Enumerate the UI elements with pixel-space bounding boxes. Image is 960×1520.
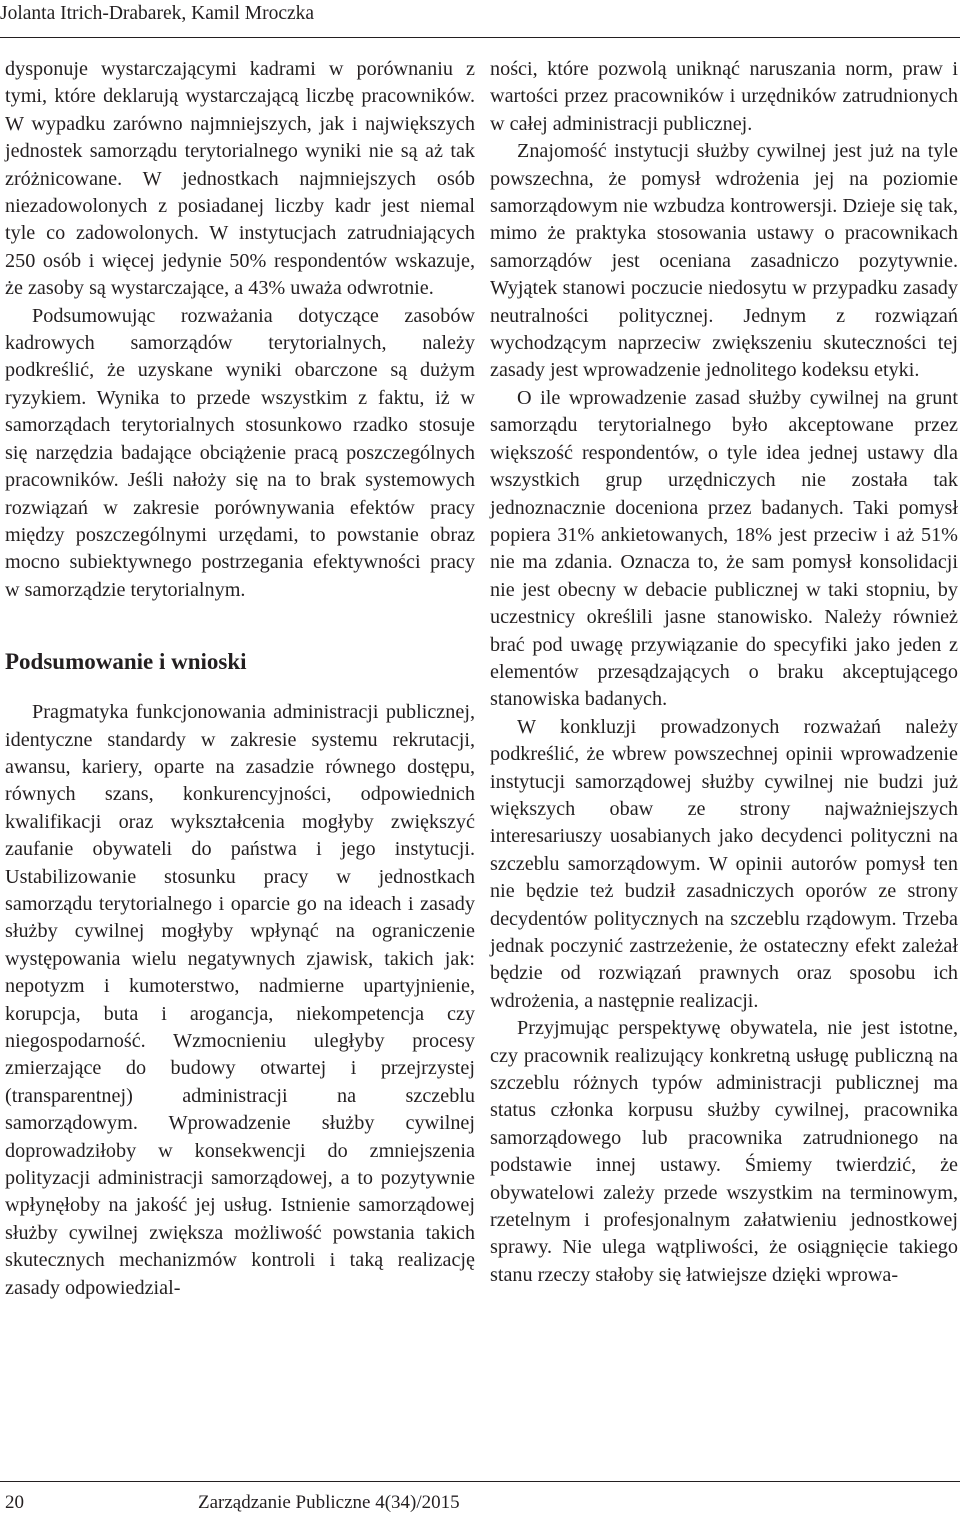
journal-name: Zarządzanie Publiczne 4(34)/2015: [198, 1492, 460, 1513]
body-paragraph: Podsumowując rozważania dotyczące zasobów kadrowych samorządów terytorialnych, należy podkreślić, że uzyskane wyniki obarczone są dużym ryzykiem. Wynika to przede wszystkim z faktu, iż w samorządach terytorialnych stosunkowo rzadko stosuje się narzędzia badające obciążenie pracą poszczególnych pracowników. Jeśli nałoży się na to brak systemowych rozwiązań w zakresie porównywania efektów pracy między poszczególnymi urzędami, to powstanie obraz mocno subiektywnego postrzegania efektywności pracy w samorządzie terytorialnym.: [5, 304, 475, 601]
body-paragraph: ności, które pozwolą uniknąć naruszania norm, praw i wartości przez pracowników i urzędników zatrudnionych w całej administracji publicznej.: [490, 58, 958, 135]
body-paragraph: W konkluzji prowadzonych rozważań należy podkreślić, że wbrew powszechnej opinii wprowadzenie instytucji samorządowej służby cywilnej nie budzi już większych obaw ze strony najważniejszych interesariuszy uosabianych jako decydenci polityczni na szczeblu samorządowym. W opinii autorów pomysł ten nie będzie też budził zasadniczych oporów ze strony decydentów politycznych na szczeblu rządowym. Trzeba jednak poczynić zastrzeżenie, że ostateczny efekt zależał będzie od rozwiązań prawnych oraz sposobu ich wdrożenia, a następnie realizacji.: [490, 715, 958, 1012]
body-paragraph: dysponuje wystarczającymi kadrami w porównaniu z tymi, które deklarują wystarczającą liczbę pracowników. W wypadku zarówno najmniejszych, jak i największych jednostek samorządu terytorialnego wyniki nie są aż tak zróżnicowane. W jednostkach najmniejszych osób niezadowolonych z posiadanej liczby kadr jest niemal tyle co zadowolonych. W instytucjach zatrudniających 250 osób i więcej jedynie 50% respondentów wskazuje, że zasoby są wystarczające, a 43% uważa odwrotnie.: [5, 58, 475, 300]
right-column: [490, 56, 958, 1289]
page-number: 20: [5, 1492, 24, 1513]
section-heading: Podsumowanie i wnioski: [5, 649, 247, 675]
header-rule: [0, 37, 960, 38]
left-column: [5, 56, 475, 1302]
running-head-authors: Jolanta Itrich-Drabarek, Kamil Mroczka: [0, 3, 315, 24]
body-paragraph: O ile wprowadzenie zasad służby cywilnej na grunt samorządu terytorialnego było akceptowane przez większość respondentów, o tyle idea jednej ustawy dla wszystkich grup urzędniczych nie została tak jednoznacznie doceniona przez badanych. Taki pomysł popiera 31% ankietowanych, 18% jest przeciw i aż 51% nie ma zdania. Oznacza to, że sam pomysł konsolidacji nie jest obecny w debacie publicznej w taki stopniu, by uczestnicy określili jasne stanowisko. Należy również brać pod uwagę przywiązanie do specyfiki jako jeden z elementów przesądzających o braku akceptującego stanowiska badanych.: [490, 386, 958, 711]
body-paragraph: Pragmatyka funkcjonowania administracji publicznej, identyczne standardy w zakresie systemu rekrutacji, awansu, kariery, oparte na zasadzie równego dostępu, równych szans, konkurencyjności, odpowiednich kwalifikacji oraz wykształcenia mogłyby zwiększyć zaufanie obywateli do państwa i jego instytucji. Ustabilizowanie stosunku pracy w jednostkach samorządu terytorialnego i oparcie go na ideach i zasady służby cywilnej mogłyby wpłynąć na ograniczenie występowania wielu negatywnych zjawisk, takich jak: nepotyzm i kumoterstwo, nadmierne upartyjnienie, korupcja, buta i arogancja, niekompetencja czy niegospodarność. Wzmocnieniu uległyby procesy zmierzające do budowy otwartej i przejrzystej (transparentnej) administracji na szczeblu samorządowym. Wprowadzenie służby cywilnej doprowadziłoby w konsekwencji do zmniejszenia polityzacji administracji samorządowej, a to pozytywnie wpłynęłoby na jakość jej usług. Istnienie samorządowej służby cywilnej zwiększa możliwość powstania takich skutecznych mechanizmów kontroli i taką realizację zasady odpowiedzial-: [5, 701, 475, 1299]
body-paragraph: Przyjmując perspektywę obywatela, nie jest istotne, czy pracownik realizujący konkretną usługę publiczną na szczeblu różnych typów administracji publicznej ma status członka korpusu służby cywilnej, pracownika samorządowego lub pracownika zatrudnionego na podstawie innej ustawy. Śmiemy twierdzić, że obywatelowi zależy przede wszystkim na terminowym, rzetelnym i profesjonalnym załatwieniu jednostkowej sprawy. Nie ulega wątpliwości, że osiągnięcie takiego stanu rzeczy stałoby się łatwiejsze dzięki wprowa-: [490, 1017, 958, 1286]
footer-rule: [0, 1481, 960, 1482]
body-paragraph: Znajomość instytucji służby cywilnej jest już na tyle powszechna, że pomysł wdrożenia jej na poziomie samorządowym nie wzbudza kontrowersji. Dzieje się tak, mimo że praktyka stosowania ustawy o pracownikach samorządów jest oceniana zasadniczo pozytywnie. Wyjątek stanowi poczucie niedosytu w przypadku zasady neutralności politycznej. Jednym z rozwiązań wychodzącym naprzeciw zwiększeniu skuteczności tej zasady jest wprowadzenie jednolitego kodeksu etyki.: [490, 140, 958, 382]
